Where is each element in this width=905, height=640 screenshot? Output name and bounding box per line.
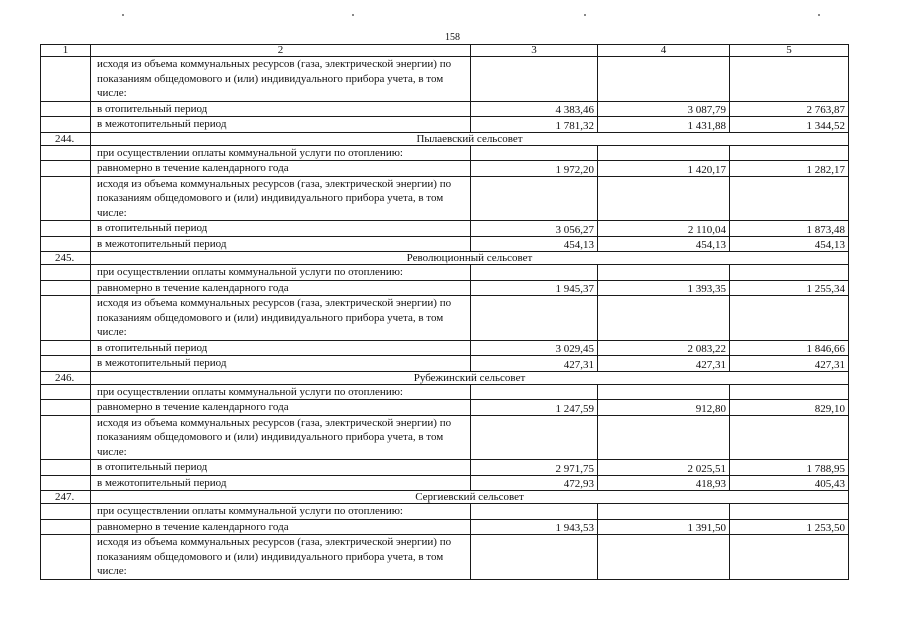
row-number-cell [41,221,91,237]
value-cell-empty [471,415,598,460]
row-number-cell [41,504,91,520]
section-header-row [41,491,849,504]
row-description: в межотопительный период [91,475,471,491]
value-cell-empty [730,176,849,221]
section-title: Революционный сельсовет [91,252,849,265]
row-description: исходя из объема коммунальных ресурсов (газа, электрической энергии) по показаниям общедомового и (или) индивидуального прибора учета, в том числе: [91,296,471,341]
column-number: 1 [41,45,91,57]
row-number-cell [41,145,91,161]
table-row [41,236,849,252]
column-number: 2 [91,45,471,57]
value-cell: 4 383,46 [471,101,598,117]
scan-dot [584,14,586,16]
row-number-cell [41,415,91,460]
value-cell: 2 971,75 [471,460,598,476]
row-description: в отопительный период [91,340,471,356]
scan-dot [352,14,354,16]
value-cell-empty [730,265,849,281]
column-number: 4 [598,45,730,57]
table-row [41,504,849,520]
value-cell: 3 029,45 [471,340,598,356]
value-cell: 427,31 [471,356,598,372]
table-row [41,145,849,161]
row-description: исходя из объема коммунальных ресурсов (газа, электрической энергии) по показаниям общедомового и (или) индивидуального прибора учета, в том числе: [91,57,471,102]
row-number-cell [41,296,91,341]
row-number-cell [41,356,91,372]
value-cell-empty [730,384,849,400]
table-row [41,101,849,117]
value-cell-empty [730,57,849,102]
row-number-cell [41,117,91,133]
row-number-cell [41,519,91,535]
table-row [41,296,849,341]
row-number-cell [41,57,91,102]
value-cell: 1 945,37 [471,280,598,296]
row-number-cell [41,280,91,296]
table-row [41,117,849,133]
row-description: исходя из объема коммунальных ресурсов (газа, электрической энергии) по показаниям общедомового и (или) индивидуального прибора учета, в том числе: [91,535,471,580]
table-row [41,475,849,491]
value-cell: 418,93 [598,475,730,491]
row-description: исходя из объема коммунальных ресурсов (газа, электрической энергии) по показаниям общедомового и (или) индивидуального прибора учета, в том числе: [91,415,471,460]
table-row [41,519,849,535]
row-description: исходя из объема коммунальных ресурсов (газа, электрической энергии) по показаниям общедомового и (или) индивидуального прибора учета, в том числе: [91,176,471,221]
value-cell-empty [730,535,849,580]
column-number: 3 [471,45,598,57]
table-row [41,176,849,221]
row-description: в отопительный период [91,101,471,117]
row-description: в межотопительный период [91,117,471,133]
value-cell: 2 110,04 [598,221,730,237]
row-description: в отопительный период [91,460,471,476]
value-cell: 1 247,59 [471,400,598,416]
value-cell: 2 083,22 [598,340,730,356]
value-cell-empty [598,535,730,580]
row-number-cell [41,176,91,221]
value-cell-empty [471,145,598,161]
value-cell: 2 025,51 [598,460,730,476]
section-title: Рубежинский сельсовет [91,371,849,384]
value-cell: 1 282,17 [730,161,849,177]
value-cell: 454,13 [730,236,849,252]
row-number-cell [41,535,91,580]
row-number-cell [41,475,91,491]
section-title: Пылаевский сельсовет [91,132,849,145]
row-number-cell [41,460,91,476]
table-row [41,384,849,400]
section-number: 245. [41,252,91,265]
value-cell-empty [598,384,730,400]
row-number-cell [41,101,91,117]
table-row [41,356,849,372]
value-cell-empty [471,504,598,520]
value-cell: 1 788,95 [730,460,849,476]
value-cell-empty [598,504,730,520]
value-cell: 454,13 [471,236,598,252]
row-description: равномерно в течение календарного года [91,519,471,535]
value-cell: 454,13 [598,236,730,252]
section-header-row [41,132,849,145]
value-cell-empty [598,415,730,460]
value-cell: 427,31 [730,356,849,372]
value-cell: 829,10 [730,400,849,416]
section-header-row [41,252,849,265]
scan-dot [122,14,124,16]
section-number: 246. [41,371,91,384]
value-cell: 3 087,79 [598,101,730,117]
table-body [41,57,849,580]
value-cell-empty [730,415,849,460]
table-row [41,221,849,237]
row-description: равномерно в течение календарного года [91,161,471,177]
value-cell-empty [598,176,730,221]
row-description: в межотопительный период [91,236,471,252]
table-row [41,340,849,356]
column-number-row [41,45,849,57]
row-description: при осуществлении оплаты коммунальной услуги по отоплению: [91,504,471,520]
row-number-cell [41,384,91,400]
scan-dot [818,14,820,16]
value-cell-empty [471,535,598,580]
value-cell: 1 393,35 [598,280,730,296]
value-cell: 1 420,17 [598,161,730,177]
value-cell: 1 873,48 [730,221,849,237]
value-cell-empty [598,296,730,341]
value-cell: 1 972,20 [471,161,598,177]
value-cell-empty [471,296,598,341]
value-cell-empty [730,504,849,520]
value-cell-empty [730,145,849,161]
table-row [41,265,849,281]
value-cell: 405,43 [730,475,849,491]
value-cell-empty [598,145,730,161]
value-cell: 1 846,66 [730,340,849,356]
row-description: при осуществлении оплаты коммунальной услуги по отоплению: [91,265,471,281]
section-title: Сергиевский сельсовет [91,491,849,504]
value-cell: 1 253,50 [730,519,849,535]
value-cell-empty [471,176,598,221]
table-row [41,57,849,102]
value-cell-empty [598,265,730,281]
value-cell: 472,93 [471,475,598,491]
row-number-cell [41,340,91,356]
row-number-cell [41,265,91,281]
value-cell-empty [471,384,598,400]
value-cell: 1 344,52 [730,117,849,133]
table-row [41,415,849,460]
tariff-table [40,44,849,580]
row-description: равномерно в течение календарного года [91,400,471,416]
value-cell-empty [471,265,598,281]
table-row [41,161,849,177]
row-description: в межотопительный период [91,356,471,372]
value-cell: 1 431,88 [598,117,730,133]
row-description: при осуществлении оплаты коммунальной услуги по отоплению: [91,145,471,161]
page-number: 158 [445,32,460,43]
row-number-cell [41,236,91,252]
value-cell: 2 763,87 [730,101,849,117]
table-row [41,535,849,580]
value-cell: 912,80 [598,400,730,416]
value-cell-empty [471,57,598,102]
row-description: в отопительный период [91,221,471,237]
row-number-cell [41,400,91,416]
value-cell-empty [598,57,730,102]
value-cell: 1 943,53 [471,519,598,535]
value-cell: 3 056,27 [471,221,598,237]
row-description: равномерно в течение календарного года [91,280,471,296]
column-number: 5 [730,45,849,57]
row-number-cell [41,161,91,177]
section-header-row [41,371,849,384]
value-cell: 1 255,34 [730,280,849,296]
section-number: 247. [41,491,91,504]
table-row [41,460,849,476]
section-number: 244. [41,132,91,145]
table-row [41,400,849,416]
value-cell: 1 391,50 [598,519,730,535]
table-row [41,280,849,296]
value-cell-empty [730,296,849,341]
row-description: при осуществлении оплаты коммунальной услуги по отоплению: [91,384,471,400]
value-cell: 1 781,32 [471,117,598,133]
value-cell: 427,31 [598,356,730,372]
